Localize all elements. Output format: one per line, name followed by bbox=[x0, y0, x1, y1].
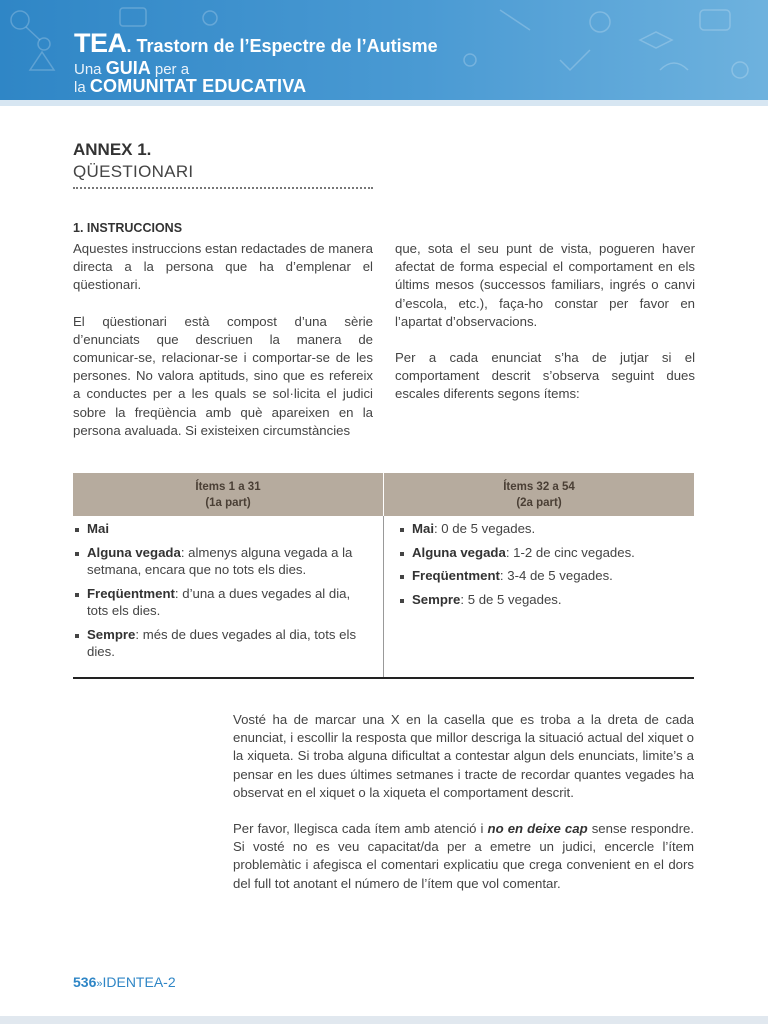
annex-label: ANNEX 1. bbox=[73, 140, 152, 159]
paragraph: El qüestionari està compost d’una sèrie d’enunciats que descriuen la manera de comunicar-se, relacionar-se i comportar-se de les persones. No valora aptituds, sino que es refereix a conductes per a les quals se sol·licita el judici sobre la freqüència amb què apareixen en la persona avaluada. Si existeixen circumstàncies bbox=[73, 313, 373, 438]
table-cell-part1 bbox=[73, 516, 384, 678]
scale-term: Alguna vegada bbox=[412, 544, 506, 560]
list-item bbox=[73, 520, 373, 538]
dotted-divider bbox=[73, 187, 373, 189]
scale-term: Freqüentment bbox=[87, 585, 175, 601]
page-number: 536 bbox=[73, 974, 97, 990]
header-title bbox=[74, 28, 438, 59]
scale-list-part2 bbox=[398, 520, 684, 608]
paragraph-text: sense respondre. Si vosté no es veu capacitat/da per a emetre un judici, encercle l’ítem problemàtic i afegisca el comentari explicatiu que crega convenient en el dors del full tot anotant el número de l’ítem que vol comentar. bbox=[233, 821, 694, 891]
list-item bbox=[398, 544, 684, 562]
table-header-part1-title: Ítems 1 a 31 bbox=[195, 480, 261, 493]
header-title-abbr: TEA bbox=[74, 28, 127, 58]
header-banner bbox=[0, 0, 768, 106]
table-header-part2-sub: (2a part) bbox=[516, 496, 562, 509]
scale-desc: : 1-2 de cinc vegades. bbox=[505, 544, 635, 560]
scale-desc: : més de dues vegades al dia, tots els dies. bbox=[87, 626, 357, 659]
instructions-left-column bbox=[73, 240, 373, 440]
header-title-rest: . Trastorn de l’Espectre de l’Autisme bbox=[126, 36, 438, 56]
header-line3-pre: la bbox=[74, 79, 90, 96]
scale-term: Alguna vegada bbox=[87, 544, 181, 560]
scale-desc: : almenys alguna vegada a la setmana, encara que no tots els dies. bbox=[87, 544, 353, 577]
scale-term: Mai bbox=[87, 521, 109, 536]
paragraph: Vosté ha de marcar una X en la casella que es troba a la dreta de cada enunciat, i escollir la resposta que millor descriga la situació actual del xiquet o la xiqueta. Si troba alguna dificultat a contestar algun dels enunciats, limite’s a pensar en les dues últimes setmanes i tracte de recordar quantes vegades ha observat en el xiquet o la xiqueta el comportament descrit. bbox=[233, 712, 694, 800]
table-header-part1 bbox=[73, 473, 384, 516]
footer-label: IDENTEA-2 bbox=[102, 974, 176, 990]
scale-term: Sempre bbox=[412, 591, 461, 607]
scale-desc: : 3-4 de 5 vegades. bbox=[499, 568, 613, 583]
list-item bbox=[73, 585, 373, 620]
list-item bbox=[398, 567, 684, 585]
scale-desc: : 0 de 5 vegades. bbox=[433, 521, 536, 536]
scale-desc: : 5 de 5 vegades. bbox=[460, 591, 562, 607]
header-subtitle-line2 bbox=[74, 76, 306, 97]
header-line2-post: per a bbox=[150, 61, 190, 78]
bottom-band bbox=[0, 1016, 768, 1024]
table-header-part2-title: Ítems 32 a 54 bbox=[503, 480, 575, 493]
paragraph: Aquestes instruccions estan redactades de manera directa a la persona que ha d’emplenar el qüestionari. bbox=[73, 241, 373, 293]
scale-term: Mai bbox=[412, 521, 434, 536]
table-cell-part2 bbox=[384, 516, 695, 678]
header-bottom-band bbox=[0, 100, 768, 106]
header-line2-pre: Una bbox=[74, 61, 106, 78]
scale-list-part1 bbox=[73, 520, 373, 661]
paragraph: que, sota el seu punt de vista, pogueren haver afectat de forma especial el comportament en els últims mesos (successos familiars, ingrés o canvi d’escola, etc.), faça-ho constar per favor en l’apartat d’observacions. bbox=[395, 241, 695, 329]
header-line3-strong: COMUNITAT EDUCATIVA bbox=[89, 76, 307, 96]
header-line2-strong: GUIA bbox=[105, 58, 151, 78]
list-item bbox=[73, 544, 373, 579]
paragraph bbox=[233, 820, 694, 893]
annex-subtitle: QÜESTIONARI bbox=[73, 162, 194, 181]
table-header-part1-sub: (1a part) bbox=[205, 496, 251, 509]
paragraph: Per a cada enunciat s’ha de jutjar si el comportament descrit s’observa seguint dues escales diferents segons ítems: bbox=[395, 350, 695, 402]
list-item bbox=[398, 591, 684, 609]
table-header-part2 bbox=[384, 473, 695, 516]
paragraph-text: Per favor, llegisca cada ítem amb atenció i bbox=[233, 821, 488, 837]
scale-term: Freqüentment bbox=[412, 568, 500, 583]
list-item bbox=[73, 626, 373, 661]
instructions-body bbox=[233, 711, 694, 893]
scale-term: Sempre bbox=[87, 626, 136, 642]
scales-table bbox=[73, 473, 694, 679]
section-title: 1. INSTRUCCIONS bbox=[73, 221, 183, 235]
page-footer bbox=[73, 974, 176, 990]
scale-desc: : d’una a dues vegades al dia, tots els dies. bbox=[87, 585, 351, 618]
footer-separator: » bbox=[96, 978, 103, 990]
list-item bbox=[398, 520, 684, 538]
instructions-right-column bbox=[395, 240, 695, 404]
emphasis-text: no en deixe cap bbox=[487, 821, 588, 837]
